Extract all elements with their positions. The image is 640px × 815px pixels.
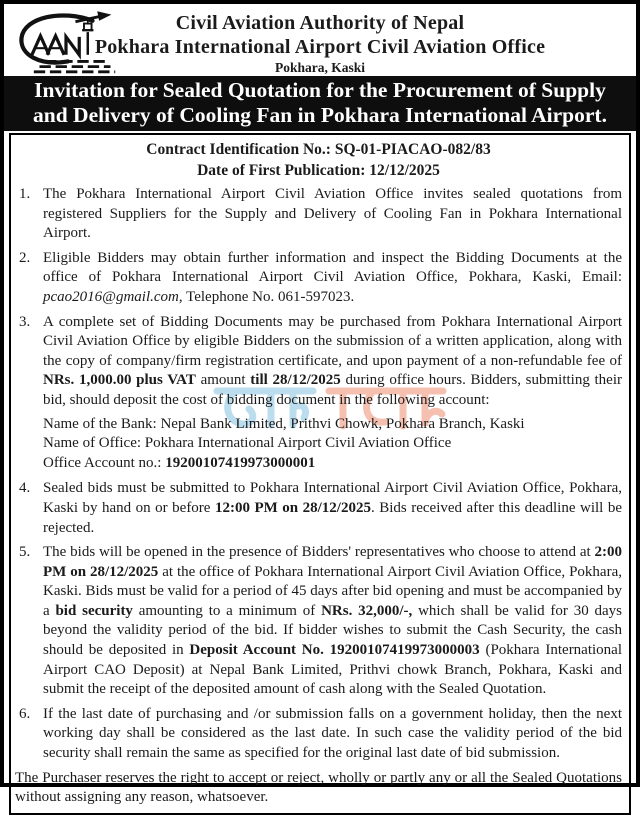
item-text — [43, 479, 622, 538]
item-5-text: which shall be valid for 30 days beyond the validity period of the bid. If bidder wishes to submit the Cash Security, the cash should be deposited in — [43, 602, 622, 659]
list-item-1 — [15, 185, 622, 244]
notice-body — [9, 133, 631, 815]
item-number: 1. — [19, 186, 31, 202]
notice-title-banner — [4, 76, 636, 131]
account-number-line — [43, 454, 622, 474]
item-number: 6. — [19, 705, 31, 722]
item-number: 5. — [19, 544, 31, 561]
office-name-line: Name of Office: Pokhara International Airport Civil Aviation Office — [43, 435, 452, 452]
item-3-text: amount — [195, 372, 251, 389]
caan-logo — [13, 11, 119, 74]
item-6-text: If the last date of purchasing and /or submission falls on a government holiday, then the next working day shall be considered as the last date. In such case the validity period of the bid security shall remain the same as specified for the original last date of bid submission. — [43, 705, 622, 762]
list-item-5 — [15, 543, 622, 700]
office-name: Pokhara International Airport Civil Aviation Office — [94, 36, 546, 58]
item-2-text: Eligible Bidders may obtain further information and inspect the Bidding Documents at the office of Pokhara International Airport Civil Aviation Office, Pokhara, Kaski, Email: — [43, 249, 622, 286]
office-location: Pokhara, Kaski — [274, 60, 366, 75]
account-number-label: Office Account no.: — [43, 454, 166, 471]
item-4-text: . Bids received after this deadline will be rejected. — [43, 499, 622, 536]
list-item-4 — [15, 479, 622, 538]
item-4-text: Sealed bids must be submitted to Pokhara International Airport Civil Aviation Office, Pokhara, Kaski by hand on or before — [43, 480, 622, 516]
notice-title-line-2: and Delivery of Cooling Fan in Pokhara International Airport. — [33, 103, 607, 127]
item-5-text: amounting to a minimum of — [132, 602, 322, 619]
purchase-deadline: till 28/12/2025 — [250, 372, 341, 389]
item-text — [43, 313, 622, 411]
bid-security-label: bid security — [55, 602, 133, 619]
item-text — [43, 249, 622, 308]
publication-date-line: Date of First Publication: 12/12/2025 — [197, 162, 440, 179]
item-5-text: (Pokhara International Airport CAO Deposit) at Nepal Bank Limited, Prithvi chowk Branch, Pokhara, Kaski and submit the receipt of the deposited amount of cash along with the Sealed Quotation. — [43, 642, 623, 698]
office-account-number: 19200107419973000001 — [165, 454, 316, 471]
document-fee: NRs. 1,000.00 plus VAT — [43, 372, 196, 389]
bank-name-line: Name of the Bank: Nepal Bank Limited, Prithvi Chowk, Pokhara Branch, Kaski — [43, 415, 525, 432]
list-item-2 — [15, 249, 622, 308]
list-item-3 — [15, 313, 622, 411]
contract-identification-line: Contract Identification No.: SQ-01-PIACAO-082/83 — [146, 141, 491, 158]
submission-deadline: 12:00 PM on 28/12/2025 — [214, 499, 371, 516]
list-item-6 — [15, 705, 622, 764]
email-address: pcao2016@gmail.com — [43, 288, 179, 305]
bid-security-amount: NRs. 32,000/-, — [321, 602, 413, 619]
closing-paragraph: The Purchaser reserves the right to accept or reject, wholly or partly any or all the Sealed Quotations without assigning any reason, whatsoever. — [15, 769, 622, 806]
telephone-text: , Telephone No. 061-597023. — [178, 288, 355, 305]
item-text — [43, 543, 622, 700]
bank-details-block — [43, 415, 622, 474]
item-number: 4. — [19, 480, 31, 497]
item-1-text: The Pokhara International Airport Civil Aviation Office invites sealed quotations from registered Suppliers for the Supply and Delivery of Cooling Fan in Pokhara International Airport. — [43, 186, 622, 242]
item-text — [43, 705, 622, 764]
deposit-account-number: Deposit Account No. 19200107419973000003 — [189, 642, 480, 659]
opening-time: 2:00 PM on 28/12/2025 — [43, 544, 622, 580]
item-text — [43, 185, 622, 244]
item-number: 2. — [19, 249, 31, 266]
item-number: 3. — [19, 313, 31, 330]
item-5-text: at the office of Pokhara International Airport Civil Aviation Office, Pokhara, Kaski. Bids must be valid for a period of 45 days after bid opening and must be accompanied by a — [43, 563, 622, 619]
organization-name: Civil Aviation Authority of Nepal — [175, 12, 465, 34]
document-header — [4, 4, 636, 76]
item-3-text: during office hours. Bidders, submitting their bid, should deposit the cost of bidding document in the following account: — [43, 372, 622, 408]
item-5-text: The bids will be opened in the presence of Bidders' representatives who choose to attend at — [43, 544, 595, 561]
notice-title-line-1: Invitation for Sealed Quotation for the Procurement of Supply — [34, 78, 606, 102]
item-3-text: A complete set of Bidding Documents may be purchased from Pokhara International Airport Civil Aviation Office by eligible Bidders on the submission of a written application, along with the copy of company/firm registration certificate, and upon payment of a non-refundable fee of — [43, 313, 622, 369]
